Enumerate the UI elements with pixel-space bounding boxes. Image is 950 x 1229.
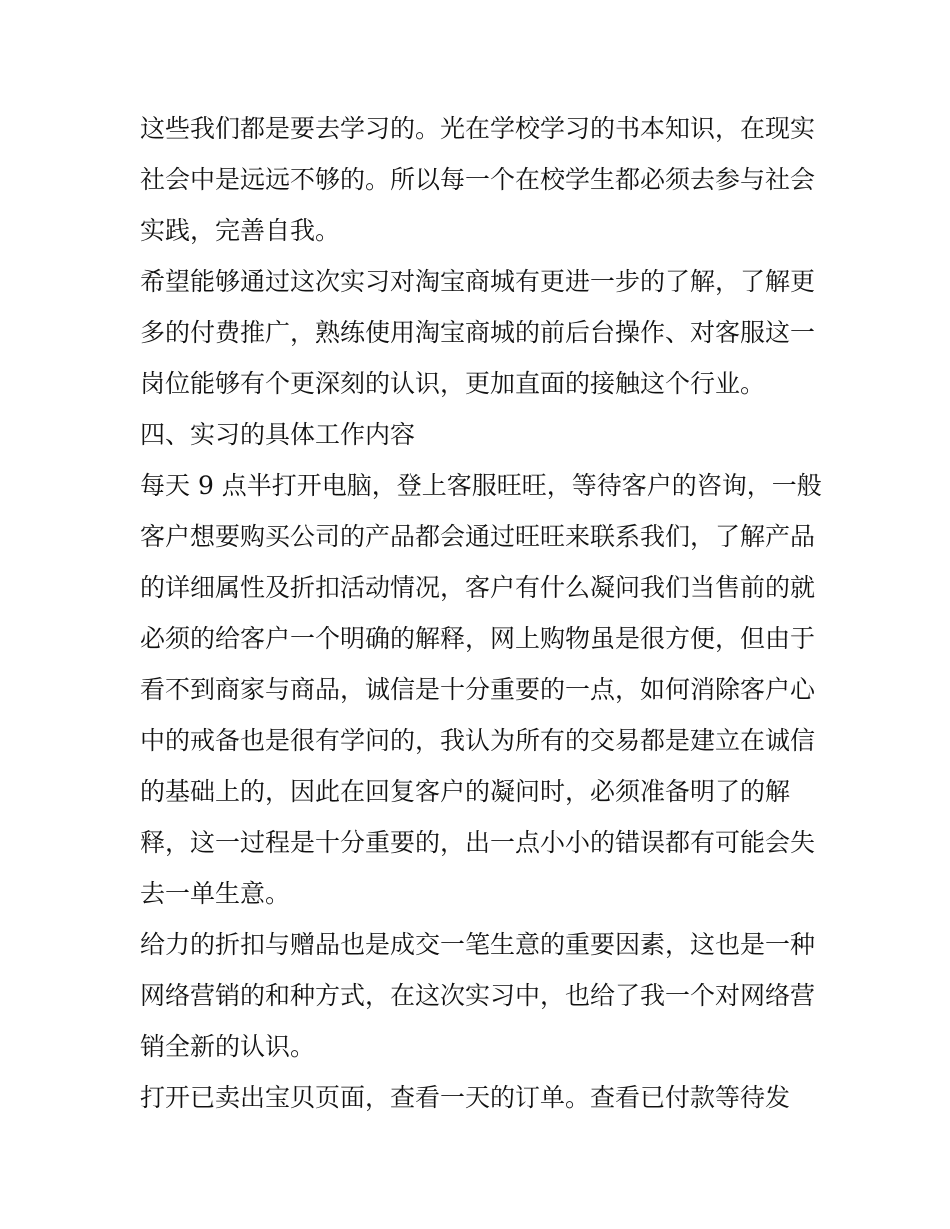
text-line: 实践，完善自我。 xyxy=(140,216,341,245)
text-line: 的详细属性及折扣活动情况，客户有什么凝问我们当售前的就 xyxy=(140,573,816,602)
text-line: 多的付费推广，熟练使用淘宝商城的前后台操作、对客服这一 xyxy=(140,318,816,347)
text-line: 的基础上的，因此在回复客户的凝问时，必须准备明了的解 xyxy=(140,777,791,806)
text-line: 释，这一过程是十分重要的，出一点小小的错误都有可能会失 xyxy=(140,828,816,857)
text-line: 去一单生意。 xyxy=(140,879,291,908)
text-line: 岗位能够有个更深刻的认识，更加直面的接触这个行业。 xyxy=(140,369,766,398)
text-line: 销全新的认识。 xyxy=(140,1032,316,1061)
text-line: 这些我们都是要去学习的。光在学校学习的书本知识，在现实 xyxy=(140,114,816,143)
text-line: 必须的给客户一个明确的解释，网上购物虽是很方便，但由于 xyxy=(140,624,816,653)
text-line: 希望能够通过这次实习对淘宝商城有更进一步的了解，了解更 xyxy=(140,267,816,296)
section-heading: 四、实习的具体工作内容 xyxy=(140,420,416,449)
body-text xyxy=(140,103,820,1123)
text-line: 中的戒备也是很有学问的，我认为所有的交易都是建立在诚信 xyxy=(140,726,816,755)
text-line: 每天 9 点半打开电脑，登上客服旺旺，等待客户的咨询，一般 xyxy=(140,471,822,500)
text-line: 客户想要购买公司的产品都会通过旺旺来联系我们，了解产品 xyxy=(140,522,816,551)
text-line: 社会中是远远不够的。所以每一个在校学生都必须去参与社会 xyxy=(140,165,816,194)
text-line: 给力的折扣与赠品也是成交一笔生意的重要因素，这也是一种 xyxy=(140,930,816,959)
text-line: 看不到商家与商品，诚信是十分重要的一点，如何消除客户心 xyxy=(140,675,816,704)
text-line: 网络营销的和种方式，在这次实习中，也给了我一个对网络营 xyxy=(140,981,816,1010)
text-line: 打开已卖出宝贝页面，查看一天的订单。查看已付款等待发 xyxy=(140,1083,791,1112)
